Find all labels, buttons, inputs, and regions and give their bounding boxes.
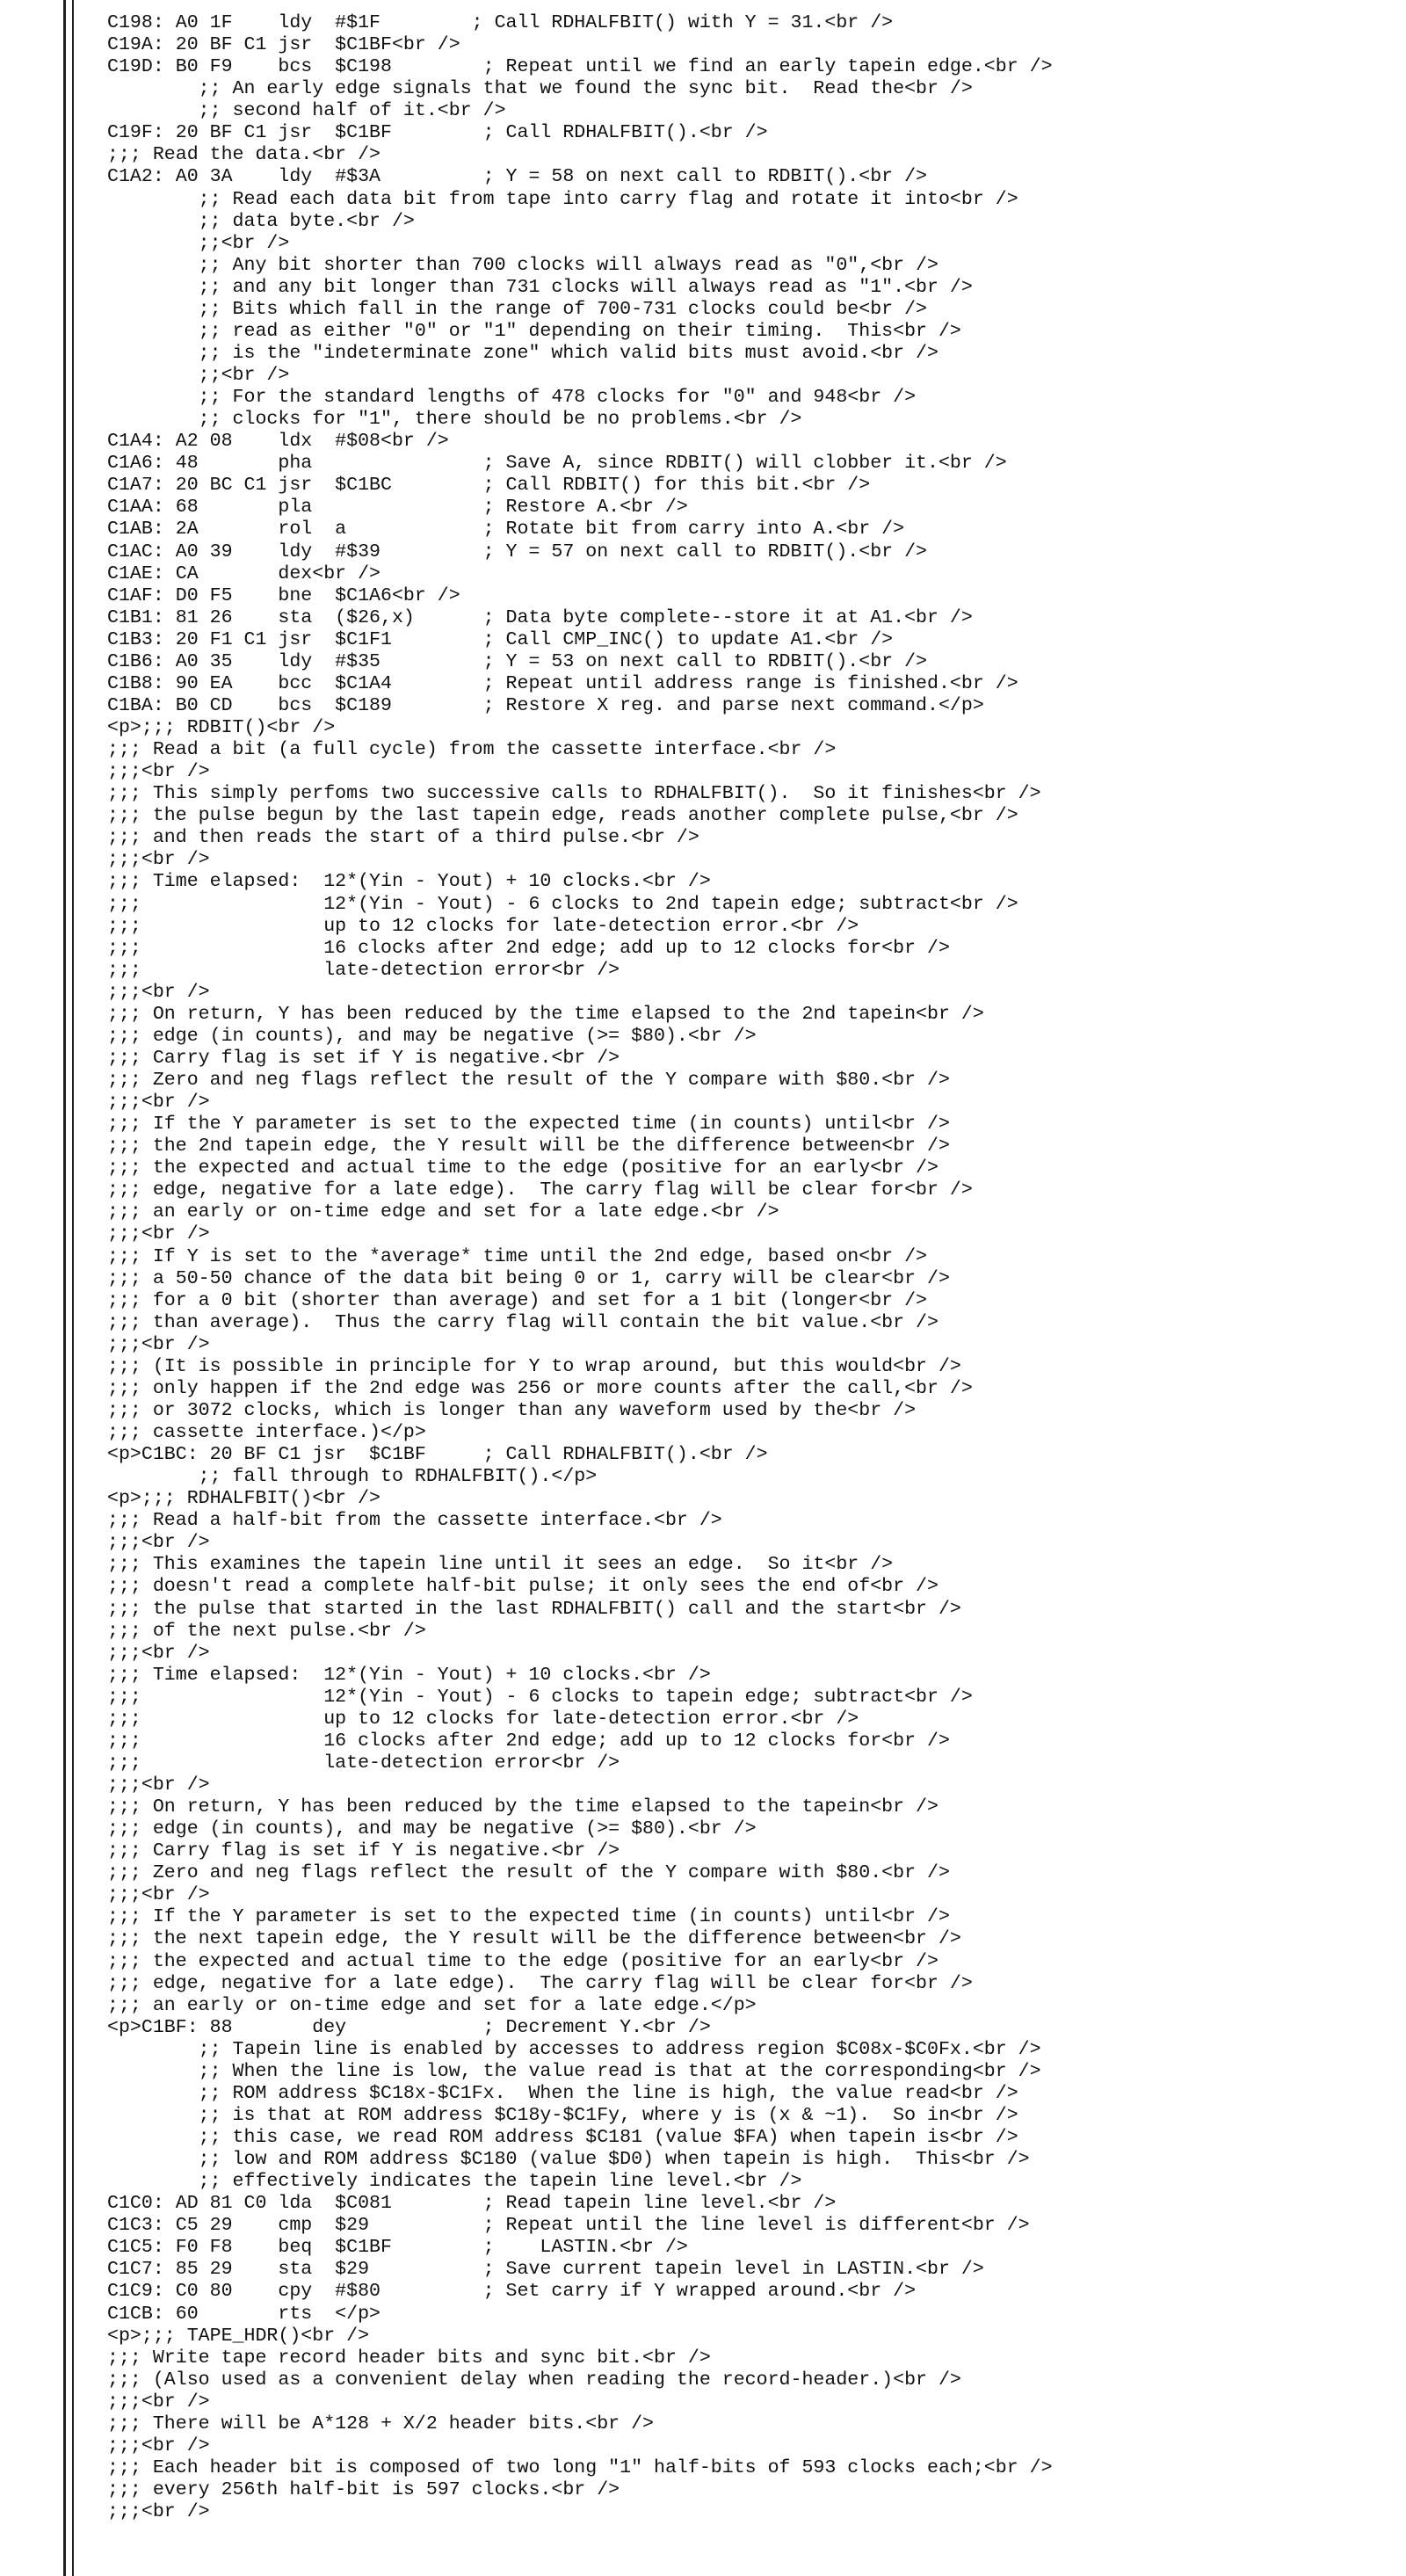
code-line: ;;;<br />	[107, 849, 210, 871]
code-line: ;;;<br />	[107, 2391, 210, 2413]
code-line: <p>C1BF: 88 dey ; Decrement Y.<br />	[107, 2016, 711, 2038]
code-line: ;;;<br />	[107, 1774, 210, 1796]
code-line: ;;; Write tape record header bits and sync bit.<br />	[107, 2347, 711, 2369]
code-line: ;;; Each header bit is composed of two long "1" half-bits of 593 clocks each;<br />	[107, 2456, 1053, 2478]
code-line: C1AC: A0 39 ldy #$39 ; Y = 57 on next call to RDBIT().<br />	[107, 541, 928, 562]
code-line: ;;; If Y is set to the *average* time until the 2nd edge, based on<br />	[107, 1245, 928, 1267]
code-line: ;;; the next tapein edge, the Y result will be the difference between<br />	[107, 1928, 961, 1950]
code-line: ;;; On return, Y has been reduced by the time elapsed to the 2nd tapein<br />	[107, 1003, 984, 1025]
code-line: ;;; every 256th half-bit is 597 clocks.<br />	[107, 2479, 620, 2500]
code-line: ;;; Time elapsed: 12*(Yin - Yout) + 10 clocks.<br />	[107, 871, 711, 893]
code-line: ;;; 16 clocks after 2nd edge; add up to 12 clocks for<br />	[107, 1730, 950, 1752]
code-line: ;;; edge, negative for a late edge). The carry flag will be clear for<br />	[107, 1179, 973, 1201]
code-line: ;;; an early or on-time edge and set for a late edge.</p>	[107, 1994, 757, 2016]
change-bar	[63, 0, 66, 2576]
code-line: <p>C1BC: 20 BF C1 jsr $C1BF ; Call RDHALFBIT().<br />	[107, 1444, 768, 1466]
code-line: ;; fall through to RDHALFBIT().</p>	[107, 1466, 598, 1488]
code-line: ;;;<br />	[107, 1884, 210, 1906]
code-line: C1A6: 48 pha ; Save A, since RDBIT() will clobber it.<br />	[107, 453, 1007, 475]
code-line: C19A: 20 BF C1 jsr $C1BF<br />	[107, 34, 460, 56]
code-line: ;;; up to 12 clocks for late-detection error.<br />	[107, 1708, 859, 1730]
code-line: ;;; a 50-50 chance of the data bit being 0 or 1, carry will be clear<br />	[107, 1267, 950, 1289]
code-line: ;; is the "indeterminate zone" which valid bits must avoid.<br />	[107, 342, 939, 364]
code-line: ;;; doesn't read a complete half-bit pulse; it only sees the end of<br />	[107, 1576, 939, 1598]
code-line: ;;;<br />	[107, 761, 210, 783]
code-line: ;;;<br />	[107, 1223, 210, 1245]
code-line: ;;; an early or on-time edge and set for a late edge.<br />	[107, 1201, 779, 1223]
code-line: ;; data byte.<br />	[107, 210, 415, 232]
code-line: C1B8: 90 EA bcc $C1A4 ; Repeat until address range is finished.<br />	[107, 672, 1018, 694]
code-line: C1A2: A0 3A ldy #$3A ; Y = 58 on next call to RDBIT().<br />	[107, 166, 928, 188]
code-line: ;; is that at ROM address $C18y-$C1Fy, where y is (x & ~1). So in<br />	[107, 2104, 1018, 2126]
code-line: ;;;<br />	[107, 1333, 210, 1355]
code-line: ;;; (Also used as a convenient delay when reading the record-header.)<br />	[107, 2369, 961, 2391]
code-line: ;;; 12*(Yin - Yout) - 6 clocks to tapein edge; subtract<br />	[107, 1686, 973, 1708]
code-line: ;;; edge (in counts), and may be negative (>= $80).<br />	[107, 1025, 757, 1047]
code-line: ;;; edge, negative for a late edge). The carry flag will be clear for<br />	[107, 1972, 973, 1994]
code-line: ;; Any bit shorter than 700 clocks will always read as "0",<br />	[107, 254, 939, 276]
code-line: ;;; only happen if the 2nd edge was 256 or more counts after the call,<br />	[107, 1377, 973, 1399]
code-line: C1C5: F0 F8 beq $C1BF ; LASTIN.<br />	[107, 2237, 688, 2259]
code-line: C1AE: CA dex<br />	[107, 562, 381, 584]
code-line: C19F: 20 BF C1 jsr $C1BF ; Call RDHALFBIT().<br />	[107, 122, 768, 144]
code-line: C1CB: 60 rts </p>	[107, 2303, 381, 2325]
code-line: C1B6: A0 35 ldy #$35 ; Y = 53 on next call to RDBIT().<br />	[107, 650, 928, 672]
code-line: C1A4: A2 08 ldx #$08<br />	[107, 431, 449, 453]
code-line: ;;;<br />	[107, 1642, 210, 1664]
code-line: ;;; There will be A*128 + X/2 header bits.<br />	[107, 2413, 655, 2435]
code-line: ;;; (It is possible in principle for Y to wrap around, but this would<br />	[107, 1355, 961, 1377]
code-line: ;; low and ROM address $C180 (value $D0) when tapein is high. This<br />	[107, 2149, 1030, 2171]
code-line: ;;<br />	[107, 232, 290, 254]
code-line: C1C3: C5 29 cmp $29 ; Repeat until the line level is different<br />	[107, 2215, 1030, 2237]
code-line: ;; When the line is low, the value read is that at the corresponding<br />	[107, 2060, 1041, 2082]
code-line: ;;; Carry flag is set if Y is negative.<br />	[107, 1047, 620, 1069]
code-line: ;;; 12*(Yin - Yout) - 6 clocks to 2nd tapein edge; subtract<br />	[107, 893, 1018, 915]
code-line: C198: A0 1F ldy #$1F ; Call RDHALFBIT() with Y = 31.<br />	[107, 12, 894, 33]
code-line: ;; For the standard lengths of 478 clocks for "0" and 948<br />	[107, 387, 917, 409]
code-line: ;;;<br />	[107, 981, 210, 1003]
code-line: ;; second half of it.<br />	[107, 100, 506, 122]
code-line: ;;; edge (in counts), and may be negative (>= $80).<br />	[107, 1818, 757, 1840]
code-line: ;;;<br />	[107, 1532, 210, 1554]
code-line: C1A7: 20 BC C1 jsr $C1BC ; Call RDBIT() for this bit.<br />	[107, 475, 871, 497]
code-line: ;; and any bit longer than 731 clocks will always read as "1".<br />	[107, 276, 973, 298]
code-line: C1C9: C0 80 cpy #$80 ; Set carry if Y wrapped around.<br />	[107, 2281, 917, 2303]
code-line: ;; this case, we read ROM address $C181 (value $FA) when tapein is<br />	[107, 2127, 1018, 2148]
code-line: ;;;<br />	[107, 2501, 210, 2523]
code-line: ;;; Time elapsed: 12*(Yin - Yout) + 10 clocks.<br />	[107, 1664, 711, 1686]
code-line: ;;; Read a bit (a full cycle) from the cassette interface.<br />	[107, 739, 837, 761]
code-line: ;; ROM address $C18x-$C1Fx. When the line is high, the value read<br />	[107, 2082, 1018, 2104]
code-line: ;;;<br />	[107, 2435, 210, 2456]
code-line: ;;; This examines the tapein line until it sees an edge. So it<br />	[107, 1554, 894, 1576]
change-bar	[72, 0, 74, 2576]
code-line: ;;; Zero and neg flags reflect the result of the Y compare with $80.<br />	[107, 1862, 950, 1884]
code-line: C19D: B0 F9 bcs $C198 ; Repeat until we find an early tapein edge.<br />	[107, 56, 1053, 78]
code-listing	[107, 12, 1390, 2523]
code-line: C1C7: 85 29 sta $29 ; Save current tapein level in LASTIN.<br />	[107, 2259, 984, 2281]
code-line: ;; An early edge signals that we found the sync bit. Read the<br />	[107, 78, 973, 100]
code-line: ;;; than average). Thus the carry flag will contain the bit value.<br />	[107, 1311, 939, 1333]
code-line: <p>;;; RDHALFBIT()<br />	[107, 1488, 381, 1510]
code-line: ;; Tapein line is enabled by accesses to address region $C08x-$C0Fx.<br />	[107, 2038, 1041, 2060]
code-line: ;;; the expected and actual time to the edge (positive for an early<br />	[107, 1950, 939, 1972]
code-line: ;; read as either "0" or "1" depending on their timing. This<br />	[107, 320, 961, 342]
code-line: C1C0: AD 81 C0 lda $C081 ; Read tapein line level.<br />	[107, 2193, 837, 2215]
code-line: ;;; the pulse that started in the last RDHALFBIT() call and the start<br />	[107, 1598, 961, 1620]
code-line: ;;; On return, Y has been reduced by the time elapsed to the tapein<br />	[107, 1796, 939, 1818]
code-line: C1B1: 81 26 sta ($26,x) ; Data byte complete--store it at A1.<br />	[107, 606, 973, 628]
code-line: ;;; the pulse begun by the last tapein edge, reads another complete pulse,<br />	[107, 805, 1018, 827]
code-line: <p>;;; TAPE_HDR()<br />	[107, 2325, 370, 2347]
code-line: ;;; Zero and neg flags reflect the result of the Y compare with $80.<br />	[107, 1070, 950, 1091]
code-line: ;;; If the Y parameter is set to the expected time (in counts) until<br />	[107, 1906, 950, 1928]
code-line: ;;; Read a half-bit from the cassette interface.<br />	[107, 1510, 722, 1532]
code-line: ;;; the 2nd tapein edge, the Y result will be the difference between<br />	[107, 1136, 950, 1157]
code-line: C1BA: B0 CD bcs $C189 ; Restore X reg. and parse next command.</p>	[107, 694, 984, 716]
code-line: ;;; the expected and actual time to the edge (positive for an early<br />	[107, 1157, 939, 1179]
code-line: <p>;;; RDBIT()<br />	[107, 717, 336, 738]
code-line: ;;; 16 clocks after 2nd edge; add up to 12 clocks for<br />	[107, 937, 950, 959]
code-line: C1AA: 68 pla ; Restore A.<br />	[107, 497, 688, 519]
code-line: ;;; and then reads the start of a third pulse.<br />	[107, 827, 699, 849]
code-line: ;; Bits which fall in the range of 700-731 clocks could be<br />	[107, 298, 928, 320]
code-line: ;;; of the next pulse.<br />	[107, 1620, 426, 1642]
code-line: ;;; or 3072 clocks, which is longer than any waveform used by the<br />	[107, 1399, 917, 1421]
code-line: ;; effectively indicates the tapein line level.<br />	[107, 2171, 802, 2193]
code-line: ;;; Carry flag is set if Y is negative.<br />	[107, 1840, 620, 1862]
code-line: ;;;<br />	[107, 1092, 210, 1114]
code-line: ;;; late-detection error<br />	[107, 1752, 620, 1774]
code-line: ;;; up to 12 clocks for late-detection error.<br />	[107, 915, 859, 937]
code-line: ;;; This simply perfoms two successive calls to RDHALFBIT(). So it finishes<br />	[107, 783, 1041, 805]
code-line: C1B3: 20 F1 C1 jsr $C1F1 ; Call CMP_INC() to update A1.<br />	[107, 628, 894, 650]
code-line: ;; Read each data bit from tape into carry flag and rotate it into<br />	[107, 188, 1018, 210]
code-line: ;;; for a 0 bit (shorter than average) and set for a 1 bit (longer<br />	[107, 1289, 928, 1311]
code-line: ;;; cassette interface.)</p>	[107, 1422, 426, 1443]
code-line: ;;; late-detection error<br />	[107, 959, 620, 981]
code-line: C1AB: 2A rol a ; Rotate bit from carry into A.<br />	[107, 519, 905, 541]
code-line: ;;; If the Y parameter is set to the expected time (in counts) until<br />	[107, 1114, 950, 1136]
code-line: ;; clocks for "1", there should be no problems.<br />	[107, 409, 802, 431]
code-line: ;;<br />	[107, 365, 290, 386]
code-line: ;;; Read the data.<br />	[107, 144, 381, 166]
code-line: C1AF: D0 F5 bne $C1A6<br />	[107, 584, 460, 606]
